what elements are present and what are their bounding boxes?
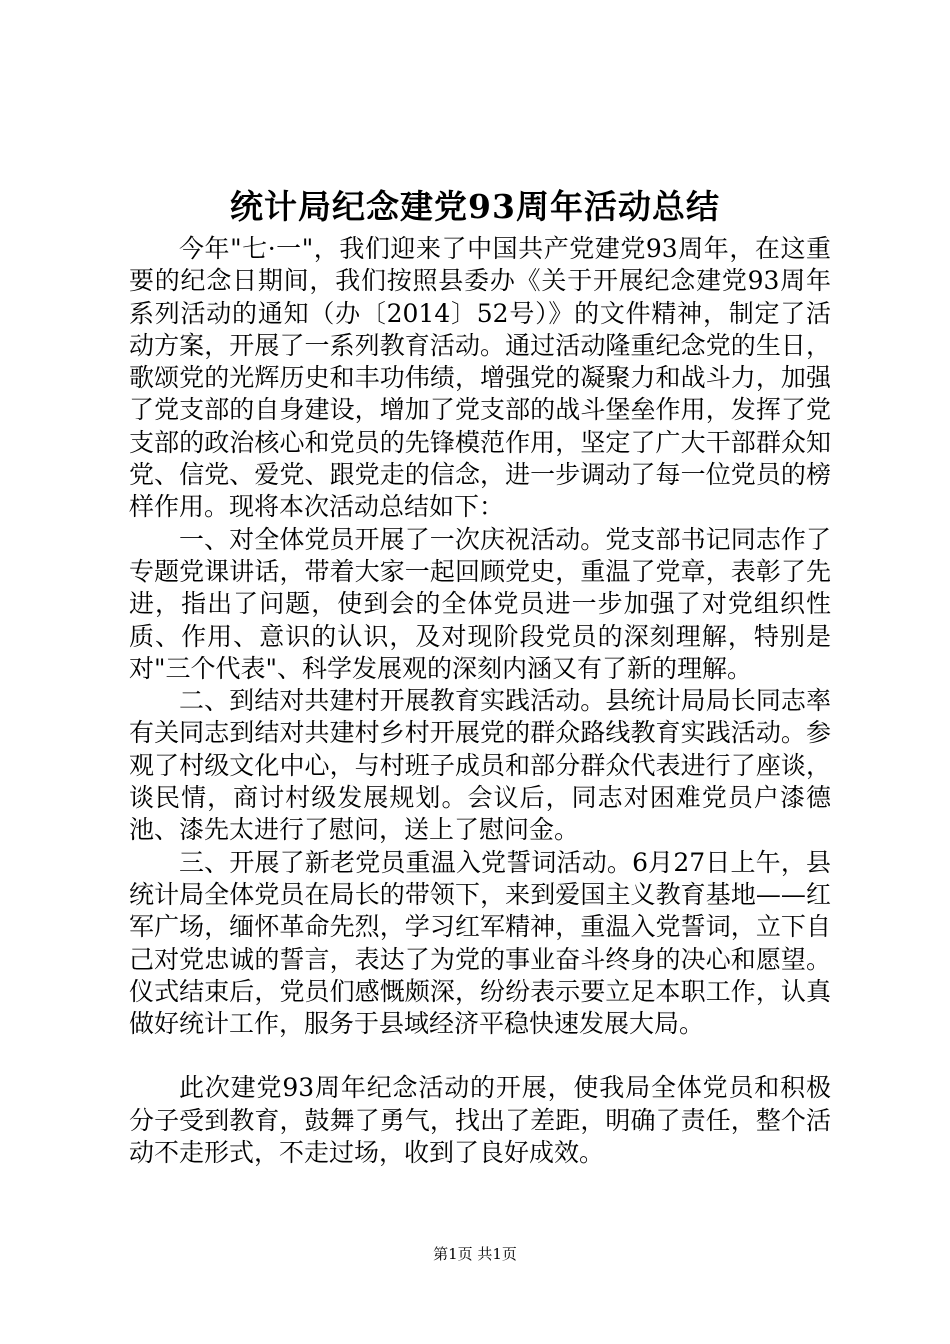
section-three-paragraph: 三、开展了新老党员重温入党誓词活动。6月27日上午，县统计局全体党员在局长的带领下，来到爱国主义教育基地——红军广场，缅怀革命先烈，学习红军精神，重温入党誓词，立下自己对党忠诚的誓言，表达了为党的事业奋斗终身的决心和愿望。仪式结束后，党员们感慨颇深，纷纷表示要立足本职工作，认真做好统计工作，服务于县域经济平稳快速发展大局。 bbox=[129, 847, 831, 1039]
intro-paragraph: 今年"七·一"，我们迎来了中国共产党建党93周年，在这重要的纪念日期间，我们按照县委办《关于开展纪念建党93周年系列活动的通知（办〔2014〕52号）》的文件精神，制定了活动方案，开展了一系列教育活动。通过活动隆重纪念党的生日，歌颂党的光辉历史和丰功伟绩，增强党的凝聚力和战斗力，加强了党支部的自身建设，增加了党支部的战斗堡垒作用，发挥了党支部的政治核心和党员的先锋模范作用，坚定了广大干部群众知党、信党、爱党、跟党走的信念，进一步调动了每一位党员的榜样作用。现将本次活动总结如下： bbox=[129, 234, 831, 522]
page-number-footer: 第1页 共1页 bbox=[433, 1245, 517, 1263]
document-body bbox=[129, 233, 831, 1169]
conclusion-paragraph: 此次建党93周年纪念活动的开展，使我局全体党员和积极分子受到教育，鼓舞了勇气，找出了差距，明确了责任，整个活动不走形式，不走过场，收到了良好成效。 bbox=[129, 1073, 831, 1168]
section-two-paragraph: 二、到结对共建村开展教育实践活动。县统计局局长同志率有关同志到结对共建村乡村开展党的群众路线教育实践活动。参观了村级文化中心，与村班子成员和部分群众代表进行了座谈，谈民情，商讨村级发展规划。会议后，同志对困难党员户漆德池、漆先太进行了慰问，送上了慰问金。 bbox=[129, 686, 831, 845]
document-title: 统计局纪念建党93周年活动总结 bbox=[230, 187, 720, 226]
section-one-paragraph: 一、对全体党员开展了一次庆祝活动。党支部书记同志作了专题党课讲话，带着大家一起回顾党史，重温了党章，表彰了先进，指出了问题，使到会的全体党员进一步加强了对党组织性质、作用、意识的认识，及对现阶段党员的深刻理解，特别是对"三个代表"、科学发展观的深刻内涵又有了新的理解。 bbox=[129, 524, 831, 683]
